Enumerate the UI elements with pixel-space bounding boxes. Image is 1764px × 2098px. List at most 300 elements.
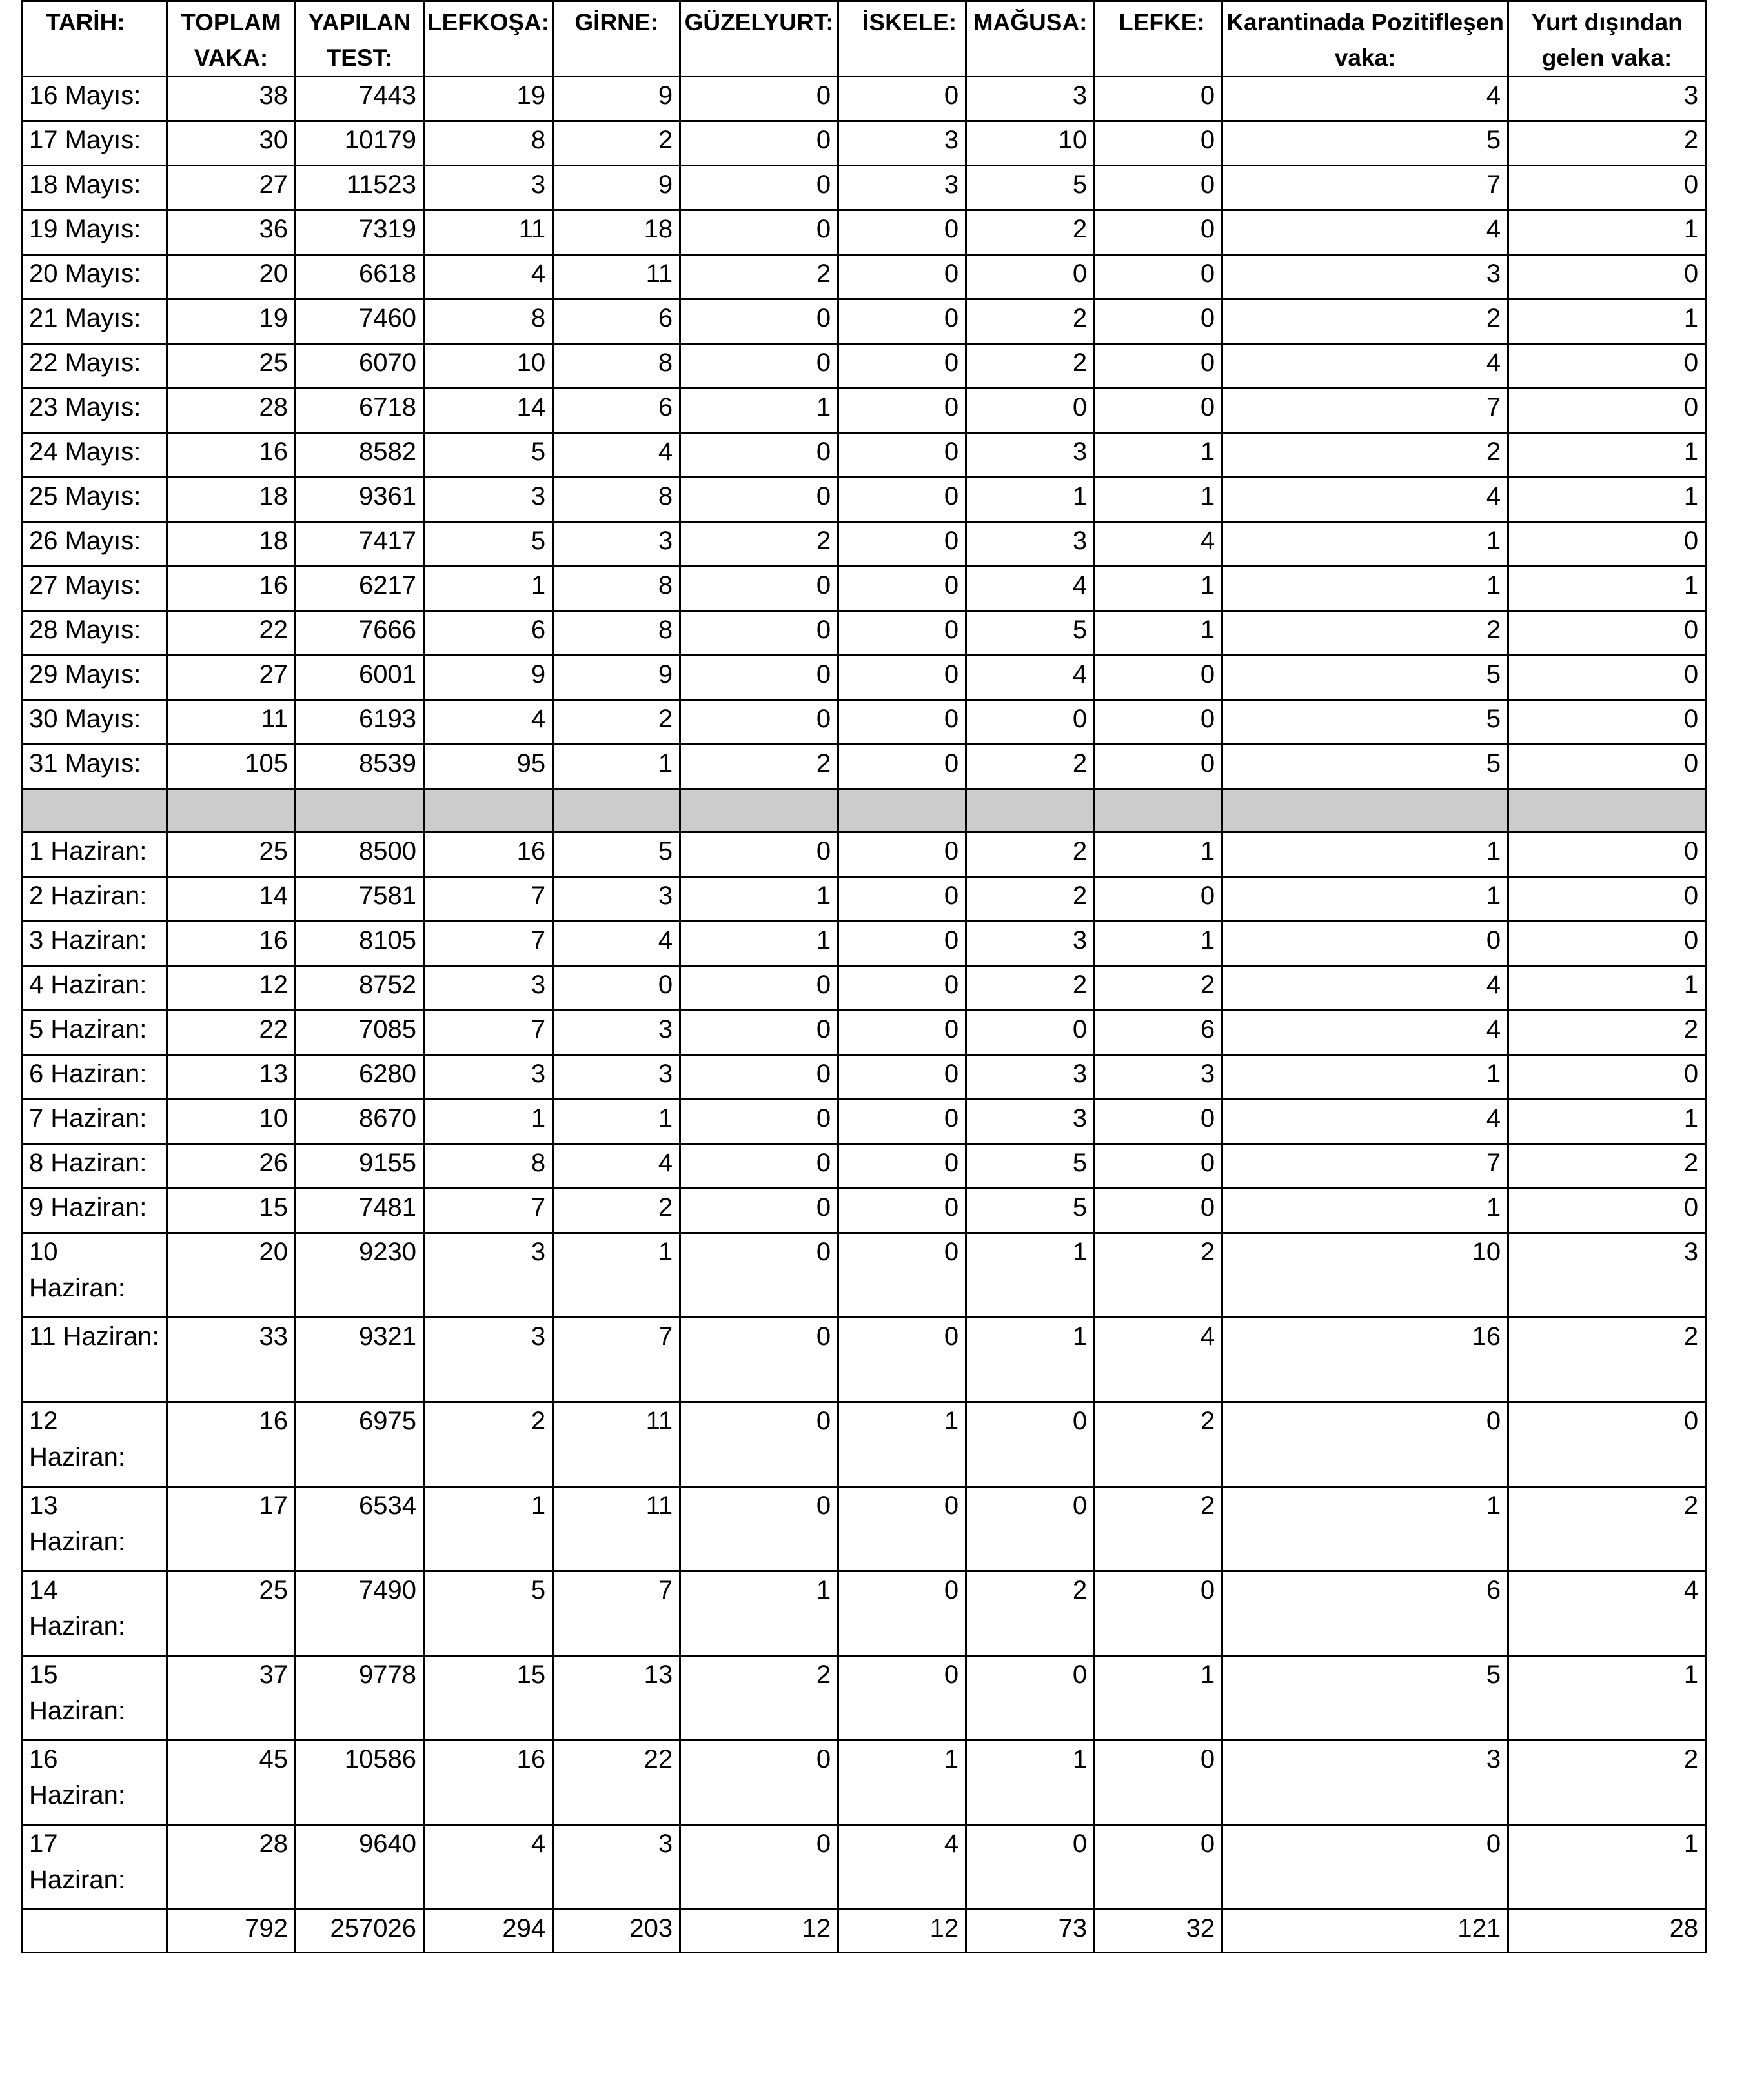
table-row: [22, 1318, 1706, 1402]
value-cell: 5: [1222, 1656, 1508, 1740]
value-cell: 5: [966, 1189, 1095, 1233]
value-cell: 7460: [296, 299, 424, 344]
value-cell: 0: [680, 344, 838, 388]
value-cell: 0: [680, 832, 838, 877]
value-cell: 0: [680, 966, 838, 1011]
value-cell: 32: [1095, 1910, 1222, 1953]
value-cell: 3: [1508, 1233, 1706, 1318]
value-cell: 7: [424, 1189, 553, 1233]
value-cell: 6070: [296, 344, 424, 388]
value-cell: 7: [424, 877, 553, 922]
value-cell: 12: [838, 1910, 966, 1953]
value-cell: 4: [838, 1825, 966, 1910]
value-cell: 10: [1222, 1233, 1508, 1318]
value-cell: 0: [1095, 700, 1222, 745]
value-cell: 0: [680, 656, 838, 700]
table-row: [22, 1402, 1706, 1487]
value-cell: 8105: [296, 922, 424, 966]
date-cell: 15 Haziran:: [22, 1656, 167, 1740]
value-cell: 0: [1095, 299, 1222, 344]
value-cell: 19: [167, 299, 296, 344]
value-cell: 0: [680, 433, 838, 478]
table-row: [22, 166, 1706, 210]
value-cell: 1: [838, 1402, 966, 1487]
date-cell: 8 Haziran:: [22, 1144, 167, 1189]
value-cell: 10: [966, 121, 1095, 166]
value-cell: 2: [966, 344, 1095, 388]
value-cell: 0: [680, 166, 838, 210]
separator-cell: [838, 789, 966, 832]
value-cell: 0: [838, 344, 966, 388]
value-cell: 0: [838, 567, 966, 611]
value-cell: 0: [680, 1055, 838, 1100]
header-iskele: İSKELE:: [838, 1, 966, 77]
value-cell: 5: [1222, 700, 1508, 745]
value-cell: 3: [553, 877, 680, 922]
value-cell: 0: [838, 1233, 966, 1318]
value-cell: 0: [680, 700, 838, 745]
table-row: [22, 1487, 1706, 1571]
separator-cell: [296, 789, 424, 832]
date-cell: 26 Mayıs:: [22, 522, 167, 567]
date-cell: 27 Mayıs:: [22, 567, 167, 611]
date-cell: 30 Mayıs:: [22, 700, 167, 745]
value-cell: 0: [680, 77, 838, 121]
value-cell: 0: [1222, 1825, 1508, 1910]
table-row: [22, 1189, 1706, 1233]
value-cell: 7: [1222, 1144, 1508, 1189]
value-cell: 11: [553, 1487, 680, 1571]
date-cell: 17 Mayıs:: [22, 121, 167, 166]
value-cell: 1: [1222, 1189, 1508, 1233]
table-row: [22, 210, 1706, 255]
value-cell: 3: [424, 1233, 553, 1318]
value-cell: 11: [424, 210, 553, 255]
value-cell: 4: [553, 433, 680, 478]
value-cell: 5: [966, 611, 1095, 656]
date-cell: 12 Haziran:: [22, 1402, 167, 1487]
value-cell: 0: [838, 656, 966, 700]
value-cell: 3: [424, 966, 553, 1011]
value-cell: 0: [838, 1571, 966, 1656]
separator-cell: [167, 789, 296, 832]
value-cell: 0: [1508, 166, 1706, 210]
value-cell: 1: [1095, 832, 1222, 877]
value-cell: 8: [553, 567, 680, 611]
date-cell: 2 Haziran:: [22, 877, 167, 922]
value-cell: 203: [553, 1910, 680, 1953]
value-cell: 12: [167, 966, 296, 1011]
header-row: [22, 1, 1706, 77]
date-cell: 1 Haziran:: [22, 832, 167, 877]
value-cell: 3: [966, 77, 1095, 121]
value-cell: 6: [553, 388, 680, 433]
value-cell: 1: [1222, 1055, 1508, 1100]
value-cell: 0: [680, 478, 838, 522]
date-cell: 29 Mayıs:: [22, 656, 167, 700]
value-cell: 3: [424, 1055, 553, 1100]
value-cell: 13: [167, 1055, 296, 1100]
value-cell: 8: [424, 121, 553, 166]
value-cell: 7: [424, 1011, 553, 1055]
value-cell: 0: [838, 1656, 966, 1740]
value-cell: 11523: [296, 166, 424, 210]
value-cell: 0: [838, 832, 966, 877]
header-lefke: LEFKE:: [1095, 1, 1222, 77]
date-cell: 24 Mayıs:: [22, 433, 167, 478]
value-cell: 2: [1508, 1740, 1706, 1825]
value-cell: 2: [1508, 1318, 1706, 1402]
value-cell: 2: [1222, 433, 1508, 478]
value-cell: 3: [966, 1100, 1095, 1144]
header-guzelyurt: GÜZELYURT:: [680, 1, 838, 77]
value-cell: 16: [167, 1402, 296, 1487]
value-cell: 3: [966, 433, 1095, 478]
value-cell: 4: [1222, 478, 1508, 522]
table-row: [22, 700, 1706, 745]
table-row: [22, 121, 1706, 166]
value-cell: 9: [553, 166, 680, 210]
value-cell: 294: [424, 1910, 553, 1953]
value-cell: 1: [1508, 1825, 1706, 1910]
value-cell: 1: [1508, 433, 1706, 478]
value-cell: 10: [424, 344, 553, 388]
value-cell: 2: [553, 121, 680, 166]
value-cell: 3: [553, 1011, 680, 1055]
value-cell: 0: [1508, 522, 1706, 567]
value-cell: 0: [1095, 210, 1222, 255]
value-cell: 16: [167, 922, 296, 966]
value-cell: 8: [424, 299, 553, 344]
value-cell: 4: [553, 1144, 680, 1189]
value-cell: 0: [1508, 745, 1706, 789]
value-cell: 6280: [296, 1055, 424, 1100]
value-cell: 33: [167, 1318, 296, 1402]
table-row: [22, 877, 1706, 922]
value-cell: 4: [1222, 344, 1508, 388]
separator-cell: [424, 789, 553, 832]
table-row: [22, 567, 1706, 611]
value-cell: 0: [966, 1011, 1095, 1055]
value-cell: 19: [424, 77, 553, 121]
value-cell: 0: [966, 1402, 1095, 1487]
date-cell: 14 Haziran:: [22, 1571, 167, 1656]
value-cell: 5: [1222, 121, 1508, 166]
value-cell: 0: [1095, 1740, 1222, 1825]
value-cell: 1: [1508, 966, 1706, 1011]
value-cell: 1: [680, 1571, 838, 1656]
value-cell: 0: [1095, 1571, 1222, 1656]
value-cell: 0: [966, 700, 1095, 745]
value-cell: 16: [167, 433, 296, 478]
value-cell: 7417: [296, 522, 424, 567]
table-row: [22, 478, 1706, 522]
value-cell: 9361: [296, 478, 424, 522]
table-row: [22, 745, 1706, 789]
value-cell: 0: [838, 700, 966, 745]
value-cell: 20: [167, 255, 296, 299]
value-cell: 2: [1095, 1233, 1222, 1318]
value-cell: 9778: [296, 1656, 424, 1740]
value-cell: 7085: [296, 1011, 424, 1055]
separator-cell: [1222, 789, 1508, 832]
value-cell: 0: [1508, 1189, 1706, 1233]
value-cell: 1: [1095, 922, 1222, 966]
value-cell: 121: [1222, 1910, 1508, 1953]
date-cell: 31 Mayıs:: [22, 745, 167, 789]
value-cell: 1: [1222, 1487, 1508, 1571]
table-row: [22, 344, 1706, 388]
value-cell: 3: [1222, 255, 1508, 299]
value-cell: 0: [1095, 77, 1222, 121]
separator-cell: [1508, 789, 1706, 832]
value-cell: 2: [966, 1571, 1095, 1656]
value-cell: 16: [424, 832, 553, 877]
value-cell: 7490: [296, 1571, 424, 1656]
value-cell: 0: [838, 388, 966, 433]
value-cell: 18: [553, 210, 680, 255]
value-cell: 0: [838, 877, 966, 922]
value-cell: 36: [167, 210, 296, 255]
date-cell: 4 Haziran:: [22, 966, 167, 1011]
header-girne: GİRNE:: [553, 1, 680, 77]
value-cell: 0: [838, 611, 966, 656]
value-cell: 1: [1508, 299, 1706, 344]
value-cell: 8: [553, 344, 680, 388]
value-cell: 6: [1222, 1571, 1508, 1656]
table-row: [22, 1011, 1706, 1055]
value-cell: 257026: [296, 1910, 424, 1953]
value-cell: 0: [680, 567, 838, 611]
value-cell: 14: [424, 388, 553, 433]
value-cell: 2: [1095, 1402, 1222, 1487]
date-cell: 18 Mayıs:: [22, 166, 167, 210]
value-cell: 0: [838, 922, 966, 966]
value-cell: 5: [1222, 745, 1508, 789]
table-row: [22, 522, 1706, 567]
date-cell: 3 Haziran:: [22, 922, 167, 966]
table-row: [22, 1571, 1706, 1656]
table-row: [22, 966, 1706, 1011]
value-cell: 2: [680, 522, 838, 567]
value-cell: 0: [1508, 877, 1706, 922]
date-cell: 11 Haziran:: [22, 1318, 167, 1402]
separator-cell: [966, 789, 1095, 832]
value-cell: 2: [966, 832, 1095, 877]
value-cell: 0: [1508, 922, 1706, 966]
value-cell: 1: [553, 745, 680, 789]
value-cell: 0: [1095, 1825, 1222, 1910]
separator-cell: [22, 789, 167, 832]
value-cell: 4: [553, 922, 680, 966]
value-cell: 1: [1508, 478, 1706, 522]
value-cell: 1: [553, 1100, 680, 1144]
table-row: [22, 255, 1706, 299]
month-separator-row: [22, 789, 1706, 832]
value-cell: 18: [167, 478, 296, 522]
value-cell: 6: [424, 611, 553, 656]
table-row: [22, 922, 1706, 966]
value-cell: 0: [680, 611, 838, 656]
value-cell: 6: [1095, 1011, 1222, 1055]
value-cell: 2: [1508, 1487, 1706, 1571]
value-cell: 1: [1222, 832, 1508, 877]
value-cell: 4: [1095, 1318, 1222, 1402]
value-cell: 25: [167, 832, 296, 877]
value-cell: 8670: [296, 1100, 424, 1144]
value-cell: 0: [838, 1100, 966, 1144]
value-cell: 9321: [296, 1318, 424, 1402]
table-row: [22, 1100, 1706, 1144]
value-cell: 1: [424, 1487, 553, 1571]
value-cell: 0: [838, 1144, 966, 1189]
value-cell: 0: [1222, 1402, 1508, 1487]
value-cell: 0: [680, 1825, 838, 1910]
value-cell: 0: [838, 299, 966, 344]
value-cell: 5: [966, 166, 1095, 210]
value-cell: 16: [167, 567, 296, 611]
value-cell: 3: [966, 522, 1095, 567]
value-cell: 4: [424, 700, 553, 745]
value-cell: 2: [1095, 1487, 1222, 1571]
value-cell: 1: [966, 1233, 1095, 1318]
value-cell: 30: [167, 121, 296, 166]
table-row: [22, 433, 1706, 478]
value-cell: 8539: [296, 745, 424, 789]
value-cell: 20: [167, 1233, 296, 1318]
value-cell: 0: [680, 1318, 838, 1402]
value-cell: 2: [424, 1402, 553, 1487]
table-row: [22, 656, 1706, 700]
date-cell: 19 Mayıs:: [22, 210, 167, 255]
value-cell: 8582: [296, 433, 424, 478]
value-cell: 0: [553, 966, 680, 1011]
value-cell: 0: [680, 1740, 838, 1825]
value-cell: 2: [1508, 121, 1706, 166]
value-cell: 7481: [296, 1189, 424, 1233]
value-cell: 0: [680, 1402, 838, 1487]
value-cell: 2: [1095, 966, 1222, 1011]
value-cell: 16: [424, 1740, 553, 1825]
date-cell: 25 Mayıs:: [22, 478, 167, 522]
value-cell: 0: [1095, 1144, 1222, 1189]
header-total-cases: TOPLAM VAKA:: [167, 1, 296, 77]
date-cell: 17 Haziran:: [22, 1825, 167, 1910]
value-cell: 4: [424, 255, 553, 299]
value-cell: 2: [553, 700, 680, 745]
value-cell: 2: [966, 877, 1095, 922]
value-cell: 3: [553, 522, 680, 567]
value-cell: 10586: [296, 1740, 424, 1825]
value-cell: 2: [553, 1189, 680, 1233]
value-cell: 8: [553, 611, 680, 656]
table-row: [22, 388, 1706, 433]
value-cell: 0: [1508, 255, 1706, 299]
value-cell: 0: [680, 1144, 838, 1189]
value-cell: 5: [424, 522, 553, 567]
value-cell: 2: [680, 1656, 838, 1740]
value-cell: 1: [966, 1740, 1095, 1825]
value-cell: 0: [1095, 388, 1222, 433]
value-cell: 0: [838, 478, 966, 522]
value-cell: 0: [838, 210, 966, 255]
value-cell: 73: [966, 1910, 1095, 1953]
value-cell: 5: [966, 1144, 1095, 1189]
value-cell: 26: [167, 1144, 296, 1189]
value-cell: 0: [966, 1825, 1095, 1910]
table-body: [22, 77, 1706, 1953]
value-cell: 3: [424, 166, 553, 210]
value-cell: 0: [1508, 1402, 1706, 1487]
value-cell: 0: [838, 77, 966, 121]
value-cell: 4: [1222, 77, 1508, 121]
header-magusa: MAĞUSA:: [966, 1, 1095, 77]
value-cell: 1: [1095, 478, 1222, 522]
value-cell: 0: [1508, 388, 1706, 433]
value-cell: 2: [680, 255, 838, 299]
value-cell: 6975: [296, 1402, 424, 1487]
value-cell: 0: [680, 1100, 838, 1144]
value-cell: 1: [680, 388, 838, 433]
value-cell: 1: [1095, 611, 1222, 656]
date-cell: 10 Haziran:: [22, 1233, 167, 1318]
table-row: [22, 832, 1706, 877]
value-cell: 15: [167, 1189, 296, 1233]
value-cell: 7: [424, 922, 553, 966]
value-cell: 0: [838, 1487, 966, 1571]
value-cell: 3: [553, 1825, 680, 1910]
value-cell: 11: [553, 1402, 680, 1487]
table-row: [22, 1656, 1706, 1740]
value-cell: 3: [1095, 1055, 1222, 1100]
value-cell: 6: [553, 299, 680, 344]
value-cell: 6001: [296, 656, 424, 700]
value-cell: 1: [1222, 877, 1508, 922]
value-cell: 0: [1508, 700, 1706, 745]
value-cell: 4: [1508, 1571, 1706, 1656]
value-cell: 10: [167, 1100, 296, 1144]
value-cell: 1: [838, 1740, 966, 1825]
value-cell: 9: [553, 656, 680, 700]
value-cell: 3: [424, 1318, 553, 1402]
header-lefkosa: LEFKOŞA:: [424, 1, 553, 77]
value-cell: 2: [680, 745, 838, 789]
value-cell: 8: [424, 1144, 553, 1189]
value-cell: 2: [1508, 1144, 1706, 1189]
value-cell: 9: [553, 77, 680, 121]
value-cell: 0: [1508, 832, 1706, 877]
value-cell: 7443: [296, 77, 424, 121]
value-cell: 22: [167, 611, 296, 656]
value-cell: 4: [1222, 210, 1508, 255]
value-cell: 7319: [296, 210, 424, 255]
value-cell: 27: [167, 656, 296, 700]
value-cell: 0: [680, 1233, 838, 1318]
value-cell: 5: [424, 433, 553, 478]
date-cell: 21 Mayıs:: [22, 299, 167, 344]
value-cell: 0: [680, 121, 838, 166]
value-cell: 28: [1508, 1910, 1706, 1953]
value-cell: 1: [1095, 567, 1222, 611]
value-cell: 9: [424, 656, 553, 700]
value-cell: 2: [966, 745, 1095, 789]
value-cell: 0: [1095, 121, 1222, 166]
value-cell: 1: [1508, 1656, 1706, 1740]
value-cell: 11: [167, 700, 296, 745]
value-cell: 38: [167, 77, 296, 121]
value-cell: 0: [838, 433, 966, 478]
date-cell: 13 Haziran:: [22, 1487, 167, 1571]
